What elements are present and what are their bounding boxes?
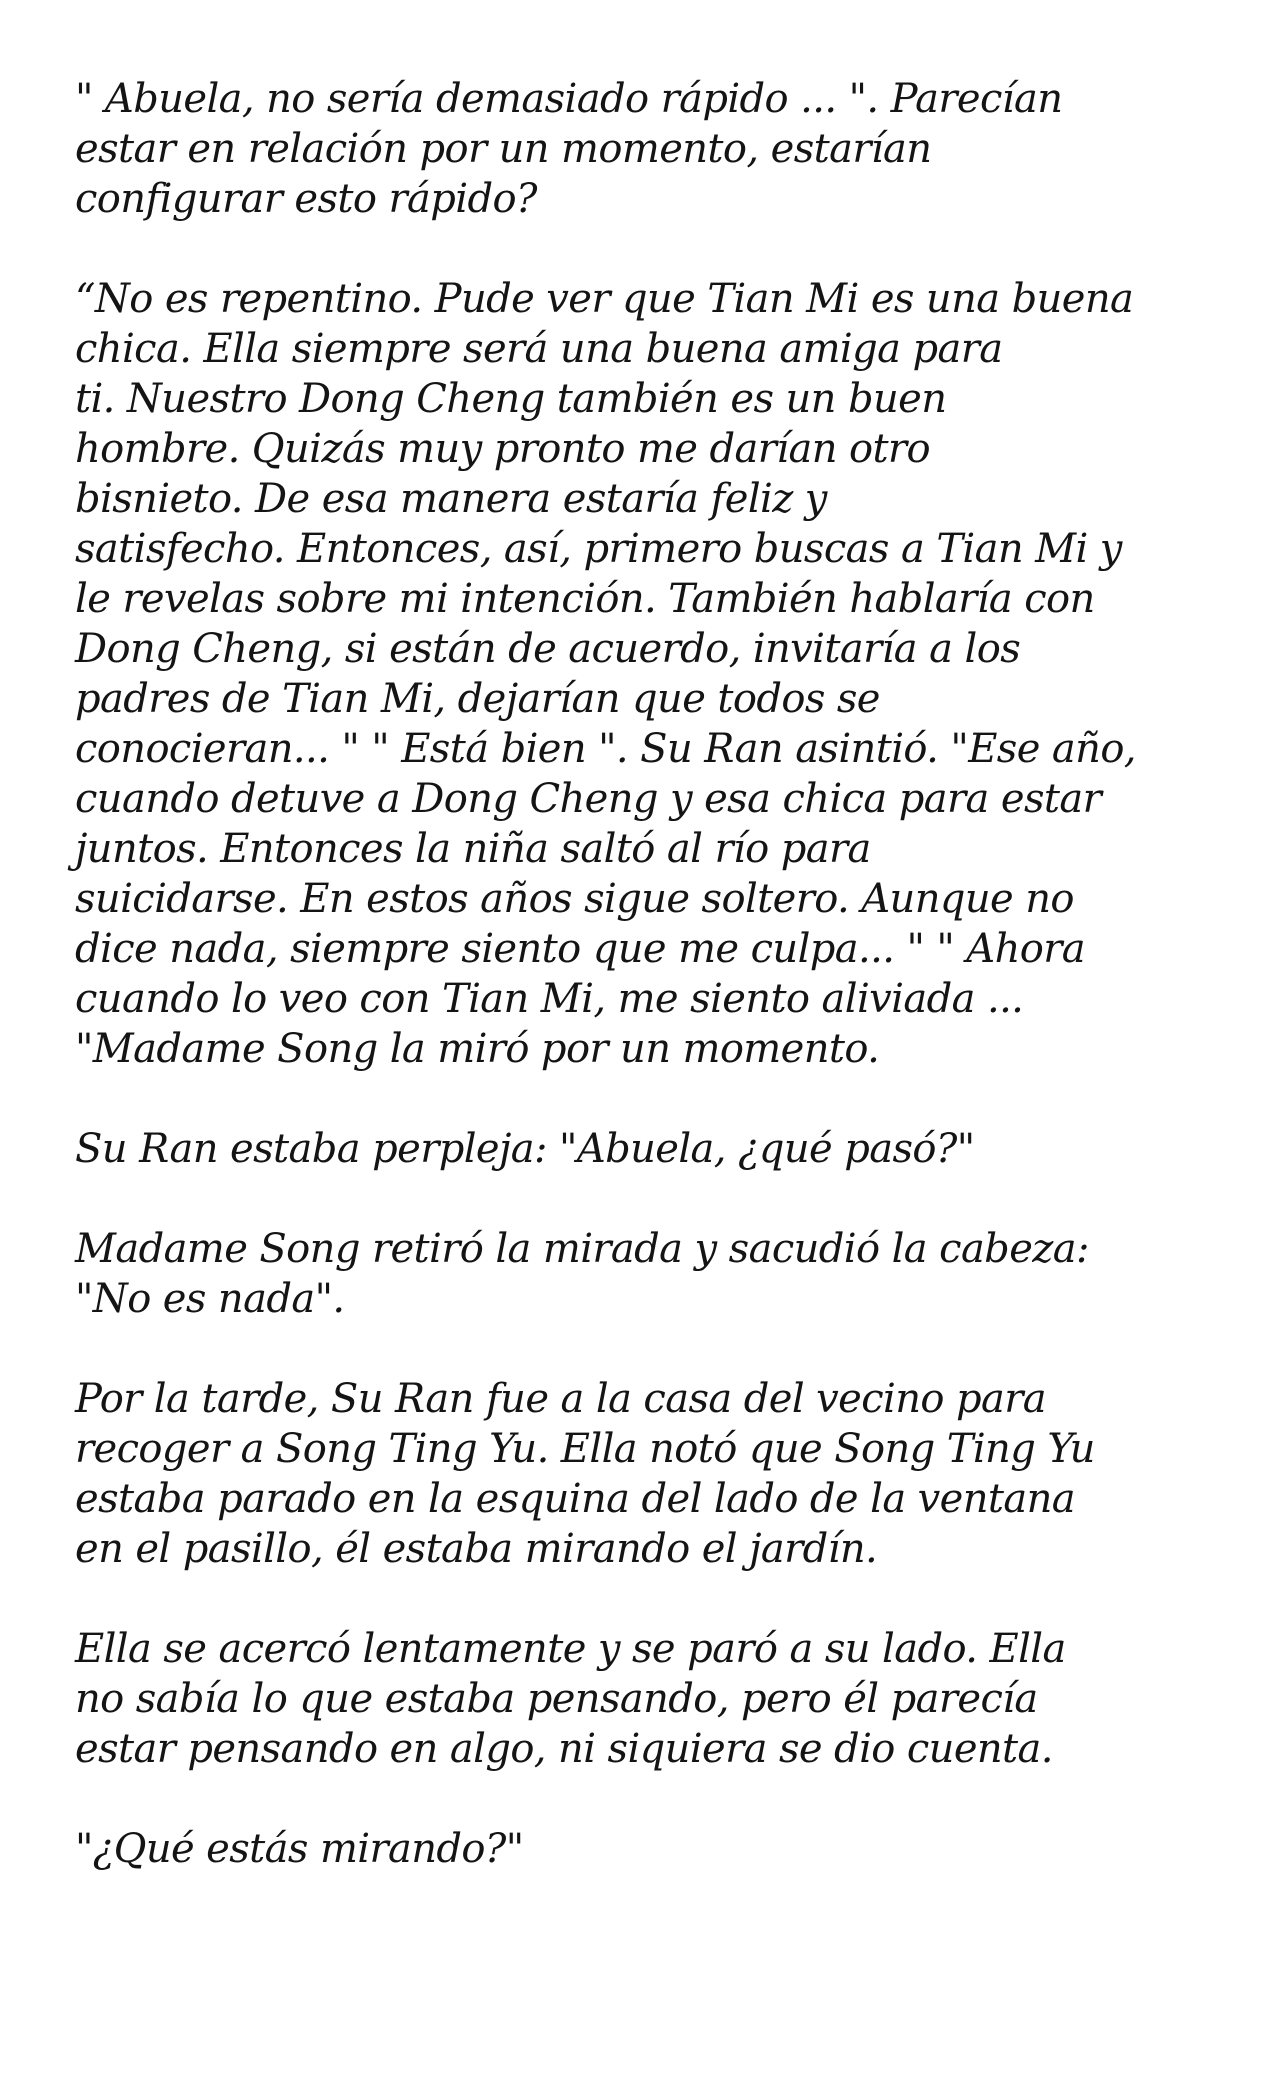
text-line: "¿Qué estás mirando?"	[75, 1826, 524, 1872]
text-line: Madame Song retiró la mirada y sacudió la cabeza:	[75, 1226, 1089, 1272]
text-line: Ella se acercó lentamente y se paró a su lado. Ella	[75, 1626, 1066, 1672]
text-line: hombre. Quizás muy pronto me darían otro	[75, 426, 930, 472]
paragraph-6	[75, 1624, 1225, 1774]
text-line: estar en relación por un momento, estarían	[75, 126, 932, 172]
text-line: Su Ran estaba perpleja: "Abuela, ¿qué pasó?"	[75, 1126, 975, 1172]
text-line: dice nada, siempre siento que me culpa... " " Ahora	[75, 926, 1086, 972]
text-line: recoger a Song Ting Yu. Ella notó que Song Ting Yu	[75, 1426, 1095, 1472]
story-text	[75, 74, 1225, 1924]
paragraph-3	[75, 1124, 1225, 1174]
text-line: Dong Cheng, si están de acuerdo, invitaría a los	[75, 626, 1021, 672]
text-line: suicidarse. En estos años sigue soltero. Aunque no	[75, 876, 1074, 922]
text-line: "No es nada".	[75, 1276, 345, 1322]
text-line: satisfecho. Entonces, así, primero buscas a Tian Mi y	[75, 526, 1122, 572]
paragraph-2	[75, 274, 1225, 1074]
text-line: estar pensando en algo, ni siquiera se dio cuenta.	[75, 1726, 1053, 1772]
paragraph-5	[75, 1374, 1225, 1574]
text-line: “No es repentino. Pude ver que Tian Mi es una buena	[75, 276, 1134, 322]
text-line: cuando detuve a Dong Cheng y esa chica para estar	[75, 776, 1102, 822]
paragraph-1	[75, 74, 1225, 224]
text-line: cuando lo veo con Tian Mi, me siento aliviada ...	[75, 976, 1024, 1022]
text-line: Por la tarde, Su Ran fue a la casa del vecino para	[75, 1376, 1046, 1422]
text-line: padres de Tian Mi, dejarían que todos se	[75, 676, 880, 722]
text-line: configurar esto rápido?	[75, 176, 537, 222]
text-line: bisnieto. De esa manera estaría feliz y	[75, 476, 827, 522]
text-line: ti. Nuestro Dong Cheng también es un buen	[75, 376, 947, 422]
text-line: "Madame Song la miró por un momento.	[75, 1026, 880, 1072]
text-line: no sabía lo que estaba pensando, pero él parecía	[75, 1676, 1038, 1722]
text-line: estaba parado en la esquina del lado de la ventana	[75, 1476, 1076, 1522]
text-line: juntos. Entonces la niña saltó al río para	[75, 826, 871, 872]
text-line: chica. Ella siempre será una buena amiga para	[75, 326, 1003, 372]
text-line: conocieran... " " Está bien ". Su Ran asintió. "Ese año,	[75, 726, 1136, 772]
text-line: " Abuela, no sería demasiado rápido ... ". Parecían	[75, 76, 1063, 122]
text-line: le revelas sobre mi intención. También hablaría con	[75, 576, 1095, 622]
text-line: en el pasillo, él estaba mirando el jardín.	[75, 1526, 878, 1572]
paragraph-4	[75, 1224, 1225, 1324]
paragraph-7	[75, 1824, 1225, 1874]
